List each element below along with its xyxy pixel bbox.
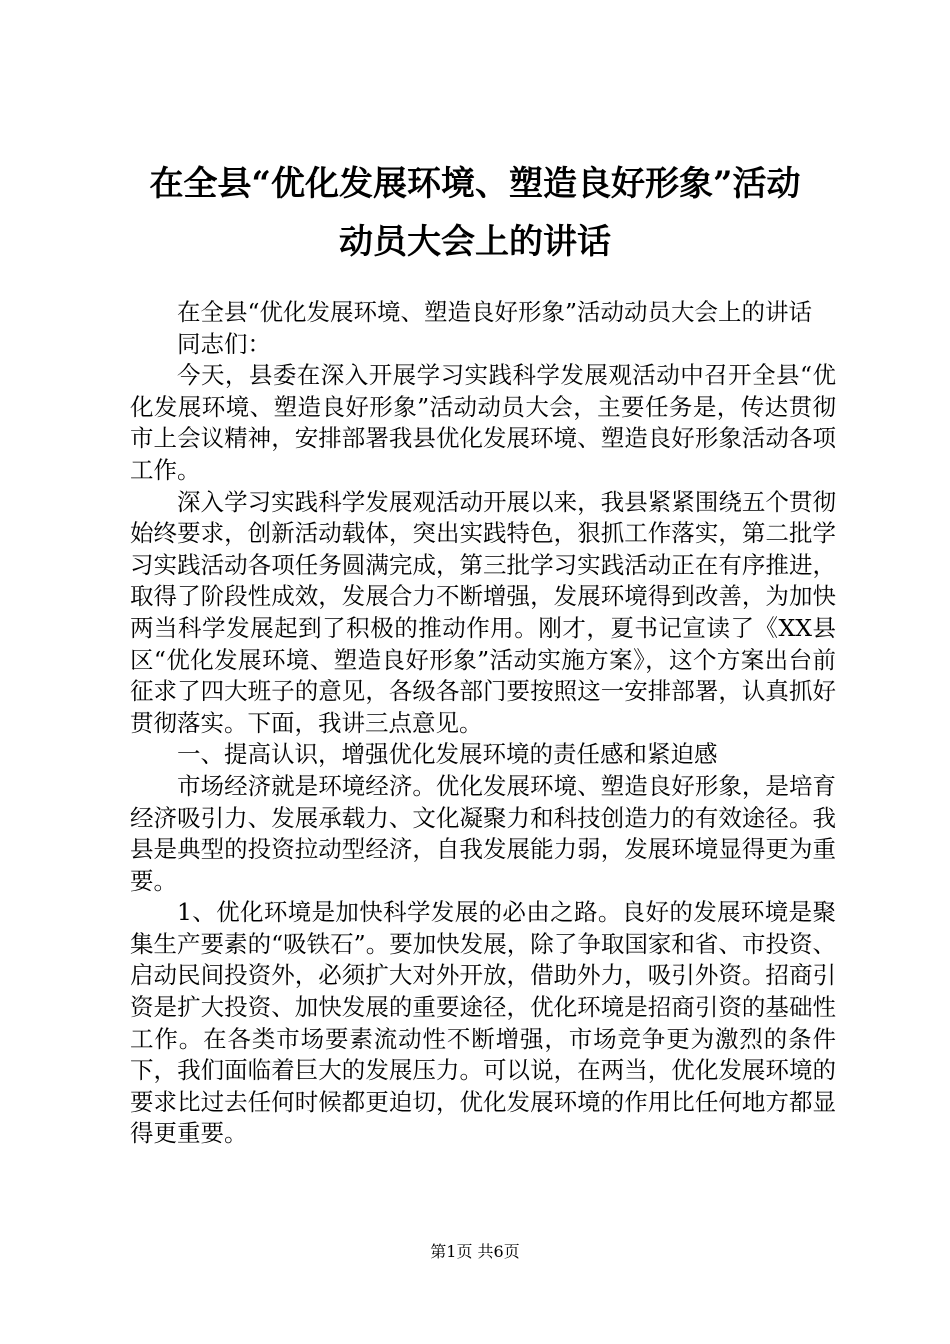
paragraph: 今天，县委在深入开展学习实践科学发展观活动中召开全县“优化发展环境、塑造良好形象”活动动员大会，主要任务是，传达贯彻市上会议精神，安排部署我县优化发展环境、塑造良好形象活动各项工作。 <box>130 361 836 484</box>
document-title-line-1: 在全县“优化发展环境、塑造良好形象”活动 <box>149 164 801 204</box>
paragraph-salutation: 同志们： <box>177 329 271 358</box>
paragraph: 市场经济就是环境经济。优化发展环境、塑造良好形象，是培育经济吸引力、发展承载力、文化凝聚力和科技创造力的有效途径。我县是典型的投资拉动型经济，自我发展能力弱，发展环境显得更为重要。 <box>130 771 836 895</box>
paragraph-subtitle: 在全县“优化发展环境、塑造良好形象”活动动员大会上的讲话 <box>177 298 813 326</box>
section-heading: 一、提高认识，增强优化发展环境的责任感和紧迫感 <box>177 740 718 769</box>
document-title-line-2: 动员大会上的讲话 <box>339 222 611 262</box>
document-body <box>130 297 836 1150</box>
paragraph: 深入学习实践科学发展观活动开展以来，我县紧紧围绕五个贯彻始终要求，创新活动载体，突出实践特色，狠抓工作落实，第二批学习实践活动各项任务圆满完成，第三批学习实践活动正在有序推进，取得了阶段性成效，发展合力不断增强，发展环境得到改善，为加快两当科学发展起到了积极的推动作用。刚才，夏书记宣读了《XX县区“优化发展环境、塑造良好形象”活动实施方案》，这个方案出台前征求了四大班子的意见，各级各部门要按照这一安排部署，认真抓好贯彻落实。下面，我讲三点意见。 <box>130 487 836 737</box>
paragraph: 1、优化环境是加快科学发展的必由之路。良好的发展环境是聚集生产要素的“吸铁石”。要加快发展，除了争取国家和省、市投资、启动民间投资外，必须扩大对外开放，借助外力，吸引外资。招商引资是扩大投资、加快发展的重要途径，优化环境是招商引资的基础性工作。在各类市场要素流动性不断增强，市场竞争更为激烈的条件下，我们面临着巨大的发展压力。可以说，在两当，优化发展环境的要求比过去任何时候都更迫切，优化发展环境的作用比任何地方都显得更重要。 <box>130 898 836 1148</box>
page-footer: 第1页 共6页 <box>430 1242 520 1261</box>
